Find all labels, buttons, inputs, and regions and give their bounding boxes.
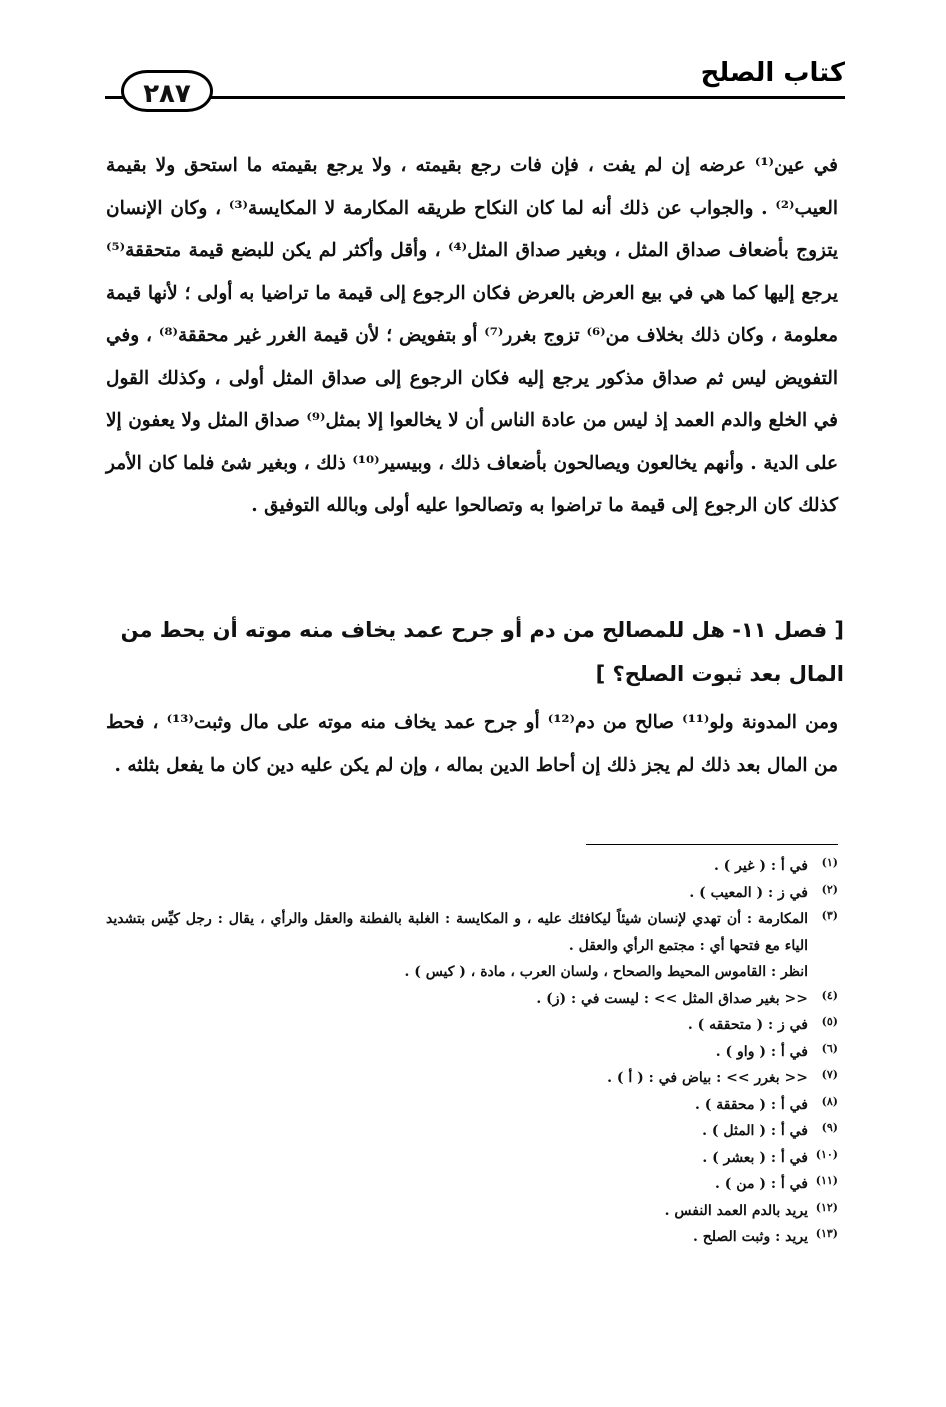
footnote-5 <box>106 1012 838 1039</box>
footnote-7 <box>106 1065 838 1092</box>
footnote-number: (٢) <box>821 882 838 896</box>
footnote-number: (٥) <box>821 1015 838 1028</box>
footnote-12 <box>106 1198 838 1225</box>
footnote-number: (١٠) <box>815 1147 838 1161</box>
footnote-text: في أ : ( واو ) . <box>715 1043 808 1060</box>
page-number: ٢٨٧ <box>121 70 213 112</box>
footnote-13 <box>106 1224 838 1251</box>
footnote-2 <box>106 880 838 907</box>
header-rule <box>205 96 845 99</box>
footnote-3 <box>106 906 838 959</box>
footnote-text: في أ : ( من ) . <box>715 1176 808 1192</box>
footnote-text: يريد بالدم العمد النفس . <box>664 1202 808 1219</box>
footnote-text: في ز : ( متحققه ) . <box>687 1017 808 1033</box>
footnote-text: المكارمة : أن تهدي لإنسان شيئاً ليكافئك عليه ، و المكايسة : الغلبة بالفطنة والعقل والرأي ، يقال : رجل كيِّس بتشديد الياء مع فتحها أي : مجتمع الرأي والعقل . <box>106 911 808 954</box>
footnote-number: (٩) <box>821 1121 838 1134</box>
footnote-number: (٨) <box>821 1094 838 1108</box>
footnote-text: في أ : ( محققة ) . <box>695 1096 808 1113</box>
footnote-number: (١) <box>821 856 838 869</box>
footnotes <box>106 853 838 1251</box>
footnote-6 <box>106 1039 838 1066</box>
footnote-11 <box>106 1171 838 1198</box>
footnote-number: (٦) <box>821 1041 838 1055</box>
footnote-text: في ز : ( المعيب ) . <box>689 884 808 901</box>
footnote-number: (٤) <box>821 988 838 1002</box>
section-heading: [ فصل ١١- هل للمصالح من دم أو جرح عمد يخاف منه موته أن يحط من المال بعد ثبوت الصلح؟ ] <box>120 618 844 686</box>
footnote-number: (١٣) <box>815 1227 838 1240</box>
footnote-text: في أ : ( بعشر ) . <box>702 1149 808 1166</box>
footnote-1 <box>106 853 838 880</box>
footnote-number: (١١) <box>815 1174 838 1187</box>
book-title: كتاب الصلح <box>700 58 845 88</box>
footnote-number: (٣) <box>821 909 838 922</box>
footnote-text: يريد : وثبت الصلح . <box>692 1229 808 1245</box>
footnote-text: << بغرر >> : بياض في : ( أ ) . <box>607 1070 808 1086</box>
footnote-number: (١٢) <box>815 1200 838 1214</box>
footnote-10 <box>106 1145 838 1172</box>
footnote-number: (٧) <box>821 1068 838 1081</box>
main-paragraph <box>106 145 838 528</box>
footnote-text: انظر : القاموس المحيط والصحاح ، ولسان العرب ، مادة ، ( كيس ) . <box>404 964 808 980</box>
footnote-8 <box>106 1092 838 1119</box>
running-header <box>105 56 845 114</box>
footnote-4 <box>106 986 838 1013</box>
footnote-text: << بغير صداق المثل >> : ليست في : (ز) . <box>536 990 808 1007</box>
footnote-9 <box>106 1118 838 1145</box>
footnote-text: في أ : ( المثل ) . <box>702 1123 808 1139</box>
section-paragraph-text: ومن المدونة ولو⁽¹¹⁾ صالح من دم⁽¹²⁾ أو جرح عمد يخاف منه موته على مال وثبت⁽¹³⁾ ، فحط من المال بعد ذلك لم يجز ذلك إن أحاط الدين بماله ، وإن لم يكن عليه دين كان ما يفعل بثلثه . <box>106 712 838 776</box>
section-paragraph <box>106 702 838 787</box>
footnote-divider <box>586 844 838 845</box>
paragraph-text: في عين⁽¹⁾ عرضه إن لم يفت ، فإن فات رجع بقيمته ، ولا يرجع بقيمته ما استحق ولا بقيمة العيب⁽²⁾ . والجواب عن ذلك أنه لما كان النكاح طريقه المكارمة لا المكايسة⁽³⁾ ، وكان الإنسان يتزوج بأضعاف صداق المثل ، وبغير صداق المثل⁽⁴⁾ ، وأقل وأكثر لم يكن للبضع قيمة متحققة⁽⁵⁾ يرجع إليها كما هي في بيع العرض بالعرض فكان الرجوع إلى قيمة ما تراضيا به أولى ؛ لأنها قيمة معلومة ، وكان ذلك بخلاف من⁽⁶⁾ تزوج بغرر⁽⁷⁾ أو بتفويض ؛ لأن قيمة الغرر غير محققة⁽⁸⁾ ، وفي التفويض ليس ثم صداق مذكور يرجع إليه فكان الرجوع إلى صداق المثل أولى ، وكذلك القول في الخلع والدم العمد إذ ليس من عادة الناس أن لا يخالعوا إلا بمثل⁽⁹⁾ صداق المثل ولا يعفون إلا على الدية . وأنهم يخالعون ويصالحون بأضعاف ذلك ، وبيسير⁽¹⁰⁾ ذلك ، وبغير شئ فلما كان الأمر كذلك كان الرجوع إلى قيمة ما تراضوا به وتصالحوا عليه أولى وبالله التوفيق . <box>106 155 838 516</box>
footnote-3-continued <box>106 959 838 986</box>
footnote-text: في أ : ( غير ) . <box>713 858 808 874</box>
